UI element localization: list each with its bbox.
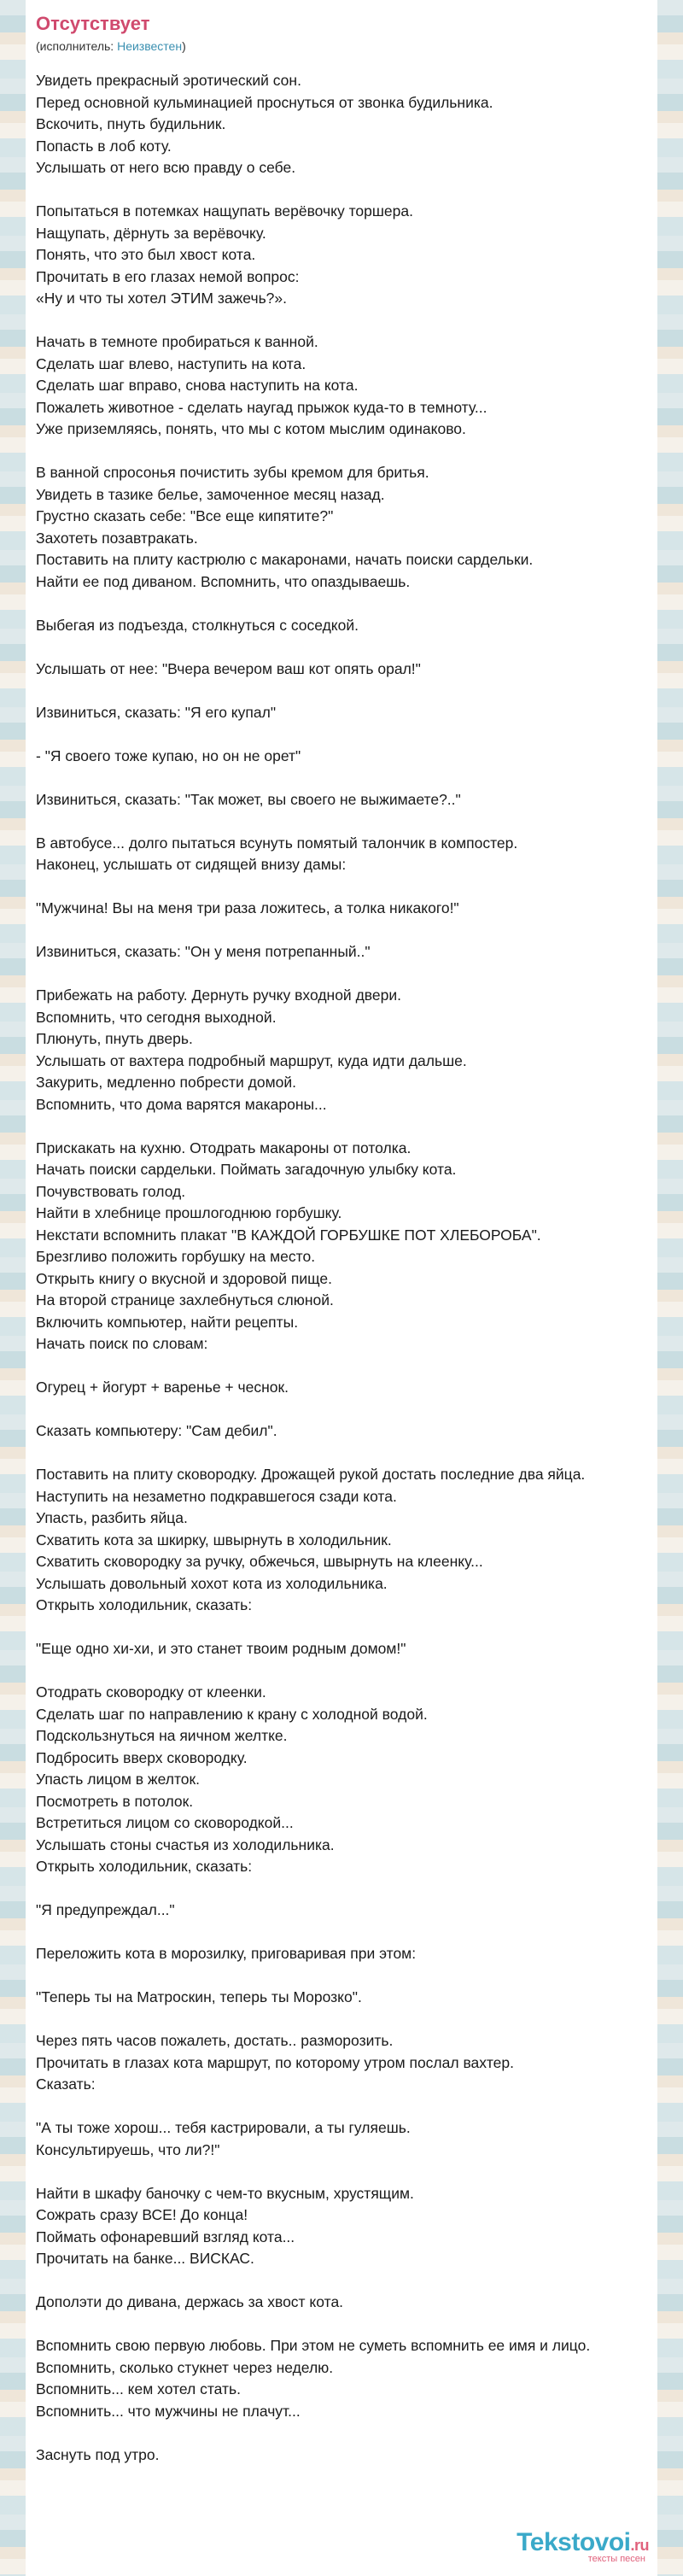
- song-header: [26, 0, 657, 53]
- logo-tld: .ru: [630, 2537, 649, 2554]
- performer-link[interactable]: Неизвестен: [117, 39, 183, 53]
- logo-brand-name: Tekstovoi: [517, 2528, 631, 2556]
- right-decorative-stripe: [657, 0, 683, 2576]
- logo-brand: [517, 2528, 649, 2557]
- song-page: [26, 0, 657, 2576]
- performer-prefix: (исполнитель:: [36, 39, 118, 53]
- performer-suffix: ): [182, 39, 186, 53]
- song-title: Отсутствует: [36, 13, 150, 34]
- performer-line: [36, 39, 647, 53]
- site-logo[interactable]: [517, 2528, 649, 2564]
- logo-tagline: тексты песен: [587, 2554, 645, 2564]
- left-decorative-stripe: [0, 0, 26, 2576]
- lyrics-text: Увидеть прекрасный эротический сон. Перед основной кульминацией проснуться от звонка будильника. Вскочить, пнуть будильник. Попасть в лоб коту. Услышать от него всю правду о себе. Попытаться в потемках нащупать верёвочку торшера. Нащупать, дёрнуть за верёвочку. Понять, что это был хвост кота. Прочитать в его глазах немой вопрос: «Ну и что ты хотел ЭТИМ зажечь?». Начать в темноте пробираться к ванной. Сделать шаг влево, наступить на кота. Сделать шаг вправо, снова наступить на кота. Пожалеть животное - сделать наугад прыжок куда-то в темноту... Уже приземляясь, понять, что мы с котом мыслим одинаково. В ванной спросонья почистить зубы кремом для бритья. Увидеть в тазике белье, замоченное месяц назад. Грустно сказать себе: "Все еще кипятите?" Захотеть позавтракать. Поставить на плиту кастрюлю с макаронами, начать поиски сардельки. Найти ее под диваном. Вспомнить, что опаздываешь. Выбегая из подъезда, столкнуться с соседкой. Услышать от нее: "Вчера вечером ваш кот опять орал!" Извиниться, сказать: "Я его купал" - "Я своего тоже купаю, но он не орет" Извиниться, сказать: "Так может, вы своего не выжимаете?.." В автобусе... долго пытаться всунуть помятый талончик в компостер. Наконец, услышать от сидящей внизу дамы: "Мужчина! Вы на меня три раза ложитесь, а толка никакого!" Извиниться, сказать: "Он у меня потрепанный.." Прибежать на работу. Дернуть ручку входной двери. Вспомнить, что сегодня выходной. Плюнуть, пнуть дверь. Услышать от вахтера подробный маршрут, куда идти дальше. Закурить, медленно побрести домой. Вспомнить, что дома варятся макароны... Прискакать на кухню. Отодрать макароны от потолка. Начать поиски сардельки. Поймать загадочную улыбку кота. Почувствовать голод. Найти в хлебнице прошлогоднюю горбушку. Некстати вспомнить плакат "В КАЖДОЙ ГОРБУШКЕ ПОТ ХЛЕБОРОБА". Брезгливо положить горбушку на место. Открыть книгу о вкусной и здоровой пище. На второй странице захлебнуться слюной. Включить компьютер, найти рецепты. Начать поиск по словам: Огурец + йогурт + варенье + чеснок. Сказать компьютеру: "Сам дебил". Поставить на плиту сковородку. Дрожащей рукой достать последние два яйца. Наступить на незаметно подкравшегося сзади кота. Упасть, разбить яйца. Схватить кота за шкирку, швырнуть в холодильник. Схватить сковородку за ручку, обжечься, швырнуть на клеенку... Услышать довольный хохот кота из холодильника. Открыть холодильник, сказать: "Еще одно хи-хи, и это станет твоим родным домом!" Отодрать сковородку от клеенки. Сделать шаг по направлению к крану с холодной водой. Подскользнуться на яичном желтке. Подбросить вверх сковородку. Упасть лицом в желток. Посмотреть в потолок. Встретиться лицом со сковородкой... Услышать стоны счастья из холодильника. Открыть холодильник, сказать: "Я предупреждал..." Переложить кота в морозилку, приговаривая при этом: "Теперь ты на Матроскин, теперь ты Морозко". Через пять часов пожалеть, достать.. разморозить. Прочитать в глазах кота маршрут, по которому утром послал вахтер. Сказать: "А ты тоже хорош... тебя кастрировали, а ты гуляешь. Консультируешь, что ли?!" Найти в шкафу баночку с чем-то вкусным, хрустящим. Сожрать сразу ВСЕ! До конца! Поймать офонаревший взгляд кота... Прочитать на банке... ВИСКАС. Дополэти до дивана, держась за хвост кота. Вспомнить свою первую любовь. При этом не суметь вспомнить ее имя и лицо. Вспомнить, сколько стукнет через неделю. Вспомнить... кем хотел стать. Вспомнить... что мужчины не плачут... Заснуть под утро.: [36, 72, 591, 2463]
